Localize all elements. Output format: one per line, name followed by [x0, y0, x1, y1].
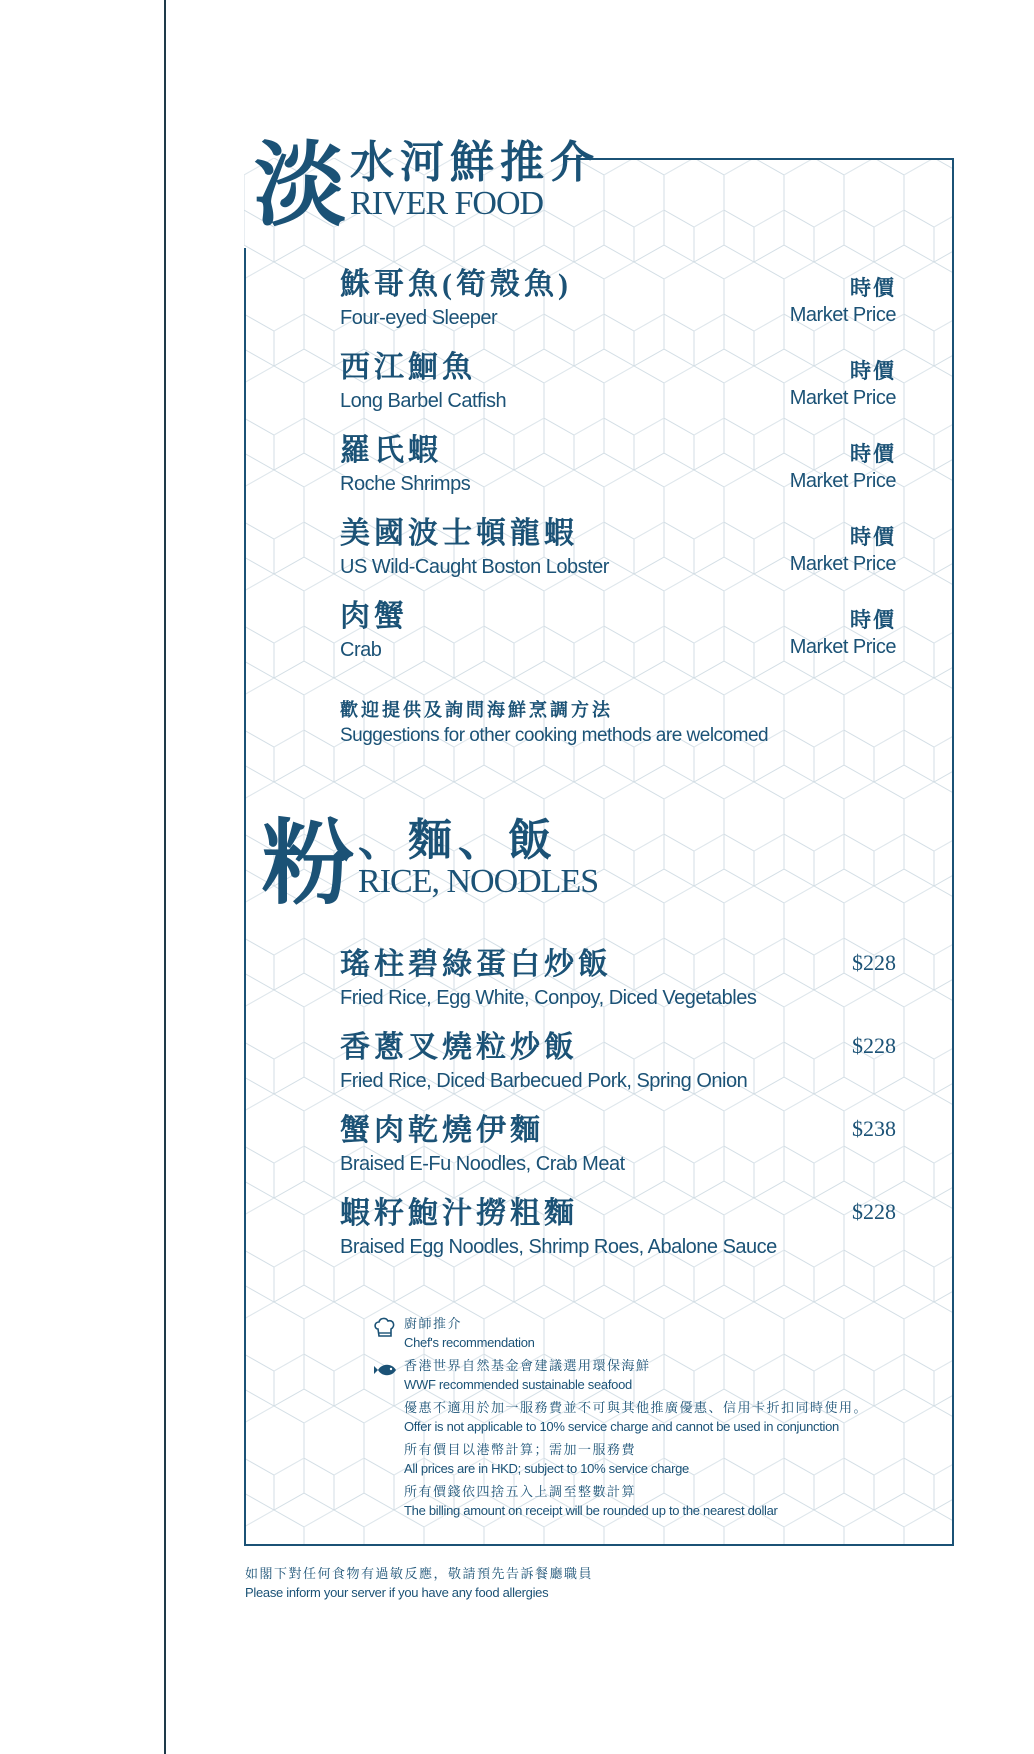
- river-food-big-char: 淡: [254, 135, 347, 237]
- menu-item: [340, 349, 896, 415]
- river-food-title-zh: 水河鮮推介: [350, 138, 601, 187]
- item-price-zh: 時價: [850, 442, 896, 466]
- menu-item: [340, 432, 896, 498]
- legend-offer: [372, 1398, 932, 1436]
- item-price-en: Market Price: [789, 304, 896, 326]
- menu-item: [340, 1195, 896, 1261]
- menu-item: [340, 598, 896, 664]
- item-name-en: Crab: [340, 639, 382, 661]
- item-price-zh: 時價: [850, 276, 896, 300]
- allergy-notice-en: Please inform your server if you have any food allergies: [245, 1585, 549, 1600]
- allergy-notice-zh: 如閣下對任何食物有過敏反應，敬請預先告訴餐廳職員: [245, 1566, 594, 1581]
- item-price: $238: [852, 1116, 896, 1141]
- rice-noodles-heading: [262, 813, 599, 915]
- rice-noodles-title-en: RICE, NOODLES: [358, 863, 599, 901]
- item-name-zh: 美國波士頓龍蝦: [340, 517, 578, 550]
- item-price: $228: [852, 1199, 896, 1224]
- item-price-en: Market Price: [789, 636, 896, 658]
- chef-label-en: Chef's recommendation: [404, 1335, 535, 1350]
- item-name-en: US Wild-Caught Boston Lobster: [340, 556, 609, 578]
- menu-item: [340, 515, 896, 581]
- menu-item: [340, 946, 896, 1012]
- item-name-en: Braised E-Fu Noodles, Crab Meat: [340, 1153, 625, 1175]
- item-price-en: Market Price: [789, 553, 896, 575]
- item-name-zh: 肉蟹: [340, 600, 408, 633]
- chef-label-zh: 廚師推介: [404, 1316, 463, 1331]
- item-name-zh: 鮢哥魚(筍殼魚): [340, 268, 572, 301]
- item-price-en: Market Price: [789, 387, 896, 409]
- wwf-label-zh: 香港世界自然基金會建議選用環保海鮮: [404, 1358, 651, 1373]
- rice-noodles-big-char: 粉: [262, 813, 355, 915]
- item-name-zh: 羅氏蝦: [340, 434, 442, 467]
- chef-hat-icon: [372, 1316, 398, 1342]
- legend-chef: [372, 1314, 932, 1352]
- allergy-notice: [245, 1564, 593, 1602]
- item-name-zh: 瑤柱碧綠蛋白炒飯: [340, 948, 612, 981]
- item-name-en: Long Barbel Catfish: [340, 390, 507, 412]
- item-name-en: Fried Rice, Diced Barbecued Pork, Spring Onion: [340, 1070, 748, 1092]
- menu-item: [340, 1112, 896, 1178]
- item-price-zh: 時價: [850, 525, 896, 549]
- menu-item: [340, 266, 896, 332]
- prices-note-en: All prices are in HKD; subject to 10% service charge: [404, 1461, 689, 1476]
- offer-note-zh: 優惠不適用於加一服務費並不可與其他推廣優惠、信用卡折扣同時使用。: [404, 1400, 869, 1415]
- item-price-zh: 時價: [850, 608, 896, 632]
- billing-note-en: The billing amount on receipt will be rounded up to the nearest dollar: [404, 1503, 778, 1518]
- item-price-zh: 時價: [850, 359, 896, 383]
- item-name-en: Roche Shrimps: [340, 473, 471, 495]
- item-name-zh: 西江鮰魚: [340, 351, 476, 384]
- item-price: $228: [852, 950, 896, 975]
- item-name-zh: 蟹肉乾燒伊麵: [340, 1114, 544, 1147]
- item-name-en: Fried Rice, Egg White, Conpoy, Diced Vegetables: [340, 987, 757, 1009]
- page-margin-rule: [164, 0, 166, 1754]
- item-price-en: Market Price: [789, 470, 896, 492]
- prices-note-zh: 所有價目以港幣計算；需加一服務費: [404, 1442, 637, 1457]
- item-name-zh: 蝦籽鮑汁撈粗麵: [340, 1197, 578, 1230]
- fish-icon: [372, 1358, 398, 1384]
- item-name-zh: 香蔥叉燒粒炒飯: [340, 1031, 578, 1064]
- rice-noodles-title-zh: 、麵、飯: [358, 816, 559, 865]
- legend-wwf: [372, 1356, 932, 1394]
- menu-legend: [372, 1314, 932, 1524]
- legend-prices: [372, 1440, 932, 1478]
- river-food-heading: [254, 135, 601, 237]
- offer-note-en: Offer is not applicable to 10% service charge and cannot be used in conjunction: [404, 1419, 839, 1434]
- item-price: $228: [852, 1033, 896, 1058]
- river-food-title-en: RIVER FOOD: [350, 185, 544, 223]
- item-name-en: Braised Egg Noodles, Shrimp Roes, Abalone Sauce: [340, 1236, 777, 1258]
- wwf-label-en: WWF recommended sustainable seafood: [404, 1377, 632, 1392]
- item-name-en: Four-eyed Sleeper: [340, 307, 498, 329]
- menu-item: [340, 1029, 896, 1095]
- note-zh: 歡迎提供及詢問海鮮烹調方法: [340, 700, 613, 720]
- billing-note-zh: 所有價錢依四捨五入上調至整數計算: [404, 1484, 637, 1499]
- note-en: Suggestions for other cooking methods are welcomed: [340, 725, 769, 746]
- cooking-methods-note: [340, 697, 768, 749]
- legend-billing: [372, 1482, 932, 1520]
